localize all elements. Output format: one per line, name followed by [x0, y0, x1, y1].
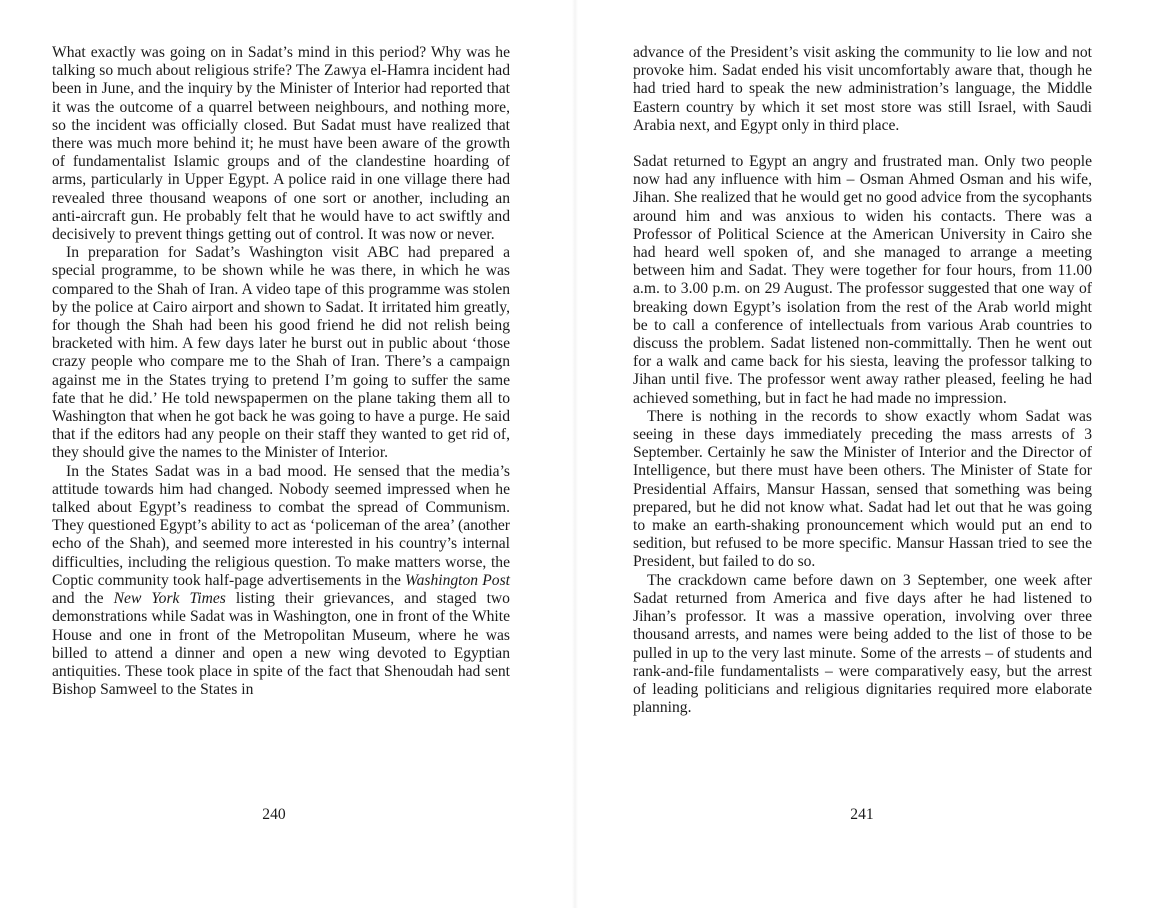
paragraph: What exactly was going on in Sadat’s mind in this period? Why was he talking so much about religious strife? The Zawya el-Hamra incident had been in June, and the inquiry by the Minister of Interior had reported that it was the outcome of a quarrel between neighbours, and nothing more, so the incident was officially closed. But Sadat must have realized that there was much more behind it; he must have been aware of the growth of fundamentalist Islamic groups and of the clandestine hoarding of arms, particularly in Upper Egypt. A police raid in one village there had revealed three thousand weapons of one sort or another, including an anti-aircraft gun. He probably felt that he would have to act swiftly and decisively to prevent things getting out of control. It was now or never.: [52, 44, 510, 244]
page-number: 241: [850, 806, 874, 823]
text-run: and the: [52, 590, 114, 608]
paragraph: advance of the President’s visit asking the community to lie low and not provoke him. Sadat ended his visit uncomfortably aware that, though he had tried hard to speak the new administration’s language, the Middle Eastern country by which it set most store was still Israel, with Saudi Arabia next, and Egypt only in third place.: [633, 44, 1092, 134]
newspaper-title: New York Times: [113, 590, 226, 608]
paragraph: The crackdown came before dawn on 3 September, one week after Sadat returned from America and five days after he had listened to Jihan’s professor. It was a massive operation, involving over three thousand arrests, and names were being added to the list of those to be pulled in up to the very last minute. Some of the arrests – of students and rank-and-file fundamentalists – were comparatively easy, but the arrest of leading politicians and religious dignitaries required more elaborate planning.: [633, 571, 1092, 717]
left-page: [52, 44, 510, 699]
paragraph: There is nothing in the records to show exactly whom Sadat was seeing in these days immediately preceding the mass arrests of 3 September. Certainly he saw the Minister of Interior and the Director of Intelligence, but there must have been others. The Minister of State for Presidential Affairs, Mansur Hassan, sensed that something was being prepared, but he did not know what. Sadat had let out that he was going to make an earth-shaking pronouncement which would put an end to sedition, but refused to be more specific. Mansur Hassan tried to see the President, but failed to do so.: [633, 407, 1092, 571]
paragraph: In preparation for Sadat’s Washington visit ABC had prepared a special programme, to be shown while he was there, in which he was compared to the Shah of Iran. A video tape of this programme was stolen by the police at Cairo airport and shown to Sadat. It irritated him greatly, for though the Shah had been his good friend he did not relish being bracketed with him. A few days later he burst out in public about ‘those crazy people who compare me to the Shah of Iran. There’s a campaign against me in the States trying to pretend I’m going to suffer the same fate that he did.’ He told newspapermen on the plane taking them all to Washington that when he got back he was going to have a purge. He said that if the editors had any people on their staff they wanted to get rid of, they should give the names to the Minister of Interior.: [52, 244, 510, 462]
paragraph: [52, 463, 510, 700]
newspaper-title: Washington Post: [405, 571, 510, 589]
right-page: [633, 44, 1092, 717]
section-break: [633, 135, 1092, 153]
book-gutter: [572, 0, 578, 908]
paragraph: Sadat returned to Egypt an angry and frustrated man. Only two people now had any influence with him – Osman Ahmed Osman and his wife, Jihan. She realized that he would get no good advice from the sycophants around him and was anxious to widen his contacts. There was a Professor of Political Science at the American University in Cairo she had heard well spoken of, and she managed to arrange a meeting between him and Sadat. They were together for four hours, from 11.00 a.m. to 3.00 p.m. on 29 August. The professor suggested that one way of breaking down Egypt’s isolation from the rest of the Arab world might be to call a conference of intellectuals from various Arab countries to discuss the problem. Sadat listened non-committally. Then he went out for a walk and came back for his siesta, leaving the professor talking to Jihan until five. The professor went away rather pleased, feeling he had achieved something, but in fact he had made no impression.: [633, 153, 1092, 407]
text-run: In the States Sadat was in a bad mood. He sensed that the media’s attitude towards him had changed. Nobody seemed impressed when he talked about Egypt’s readiness to combat the spread of Communism. They questioned Egypt’s ability to act as ‘policeman of the area’ (another echo of the Shah), and seemed more interested in his country’s internal difficulties, including the religious question. To make matters worse, the Coptic community took half-page advertisements in the: [52, 462, 510, 589]
page-number: 240: [262, 806, 286, 823]
text-run: listing their grievances, and staged two demonstrations while Sadat was in Washington, one in front of the White House and one in front of the Metropolitan Museum, where he was billed to attend a dinner and open a new wing devoted to Egyptian antiquities. These took place in spite of the fact that Shenoudah had sent Bishop Samweel to the States in: [52, 590, 510, 699]
